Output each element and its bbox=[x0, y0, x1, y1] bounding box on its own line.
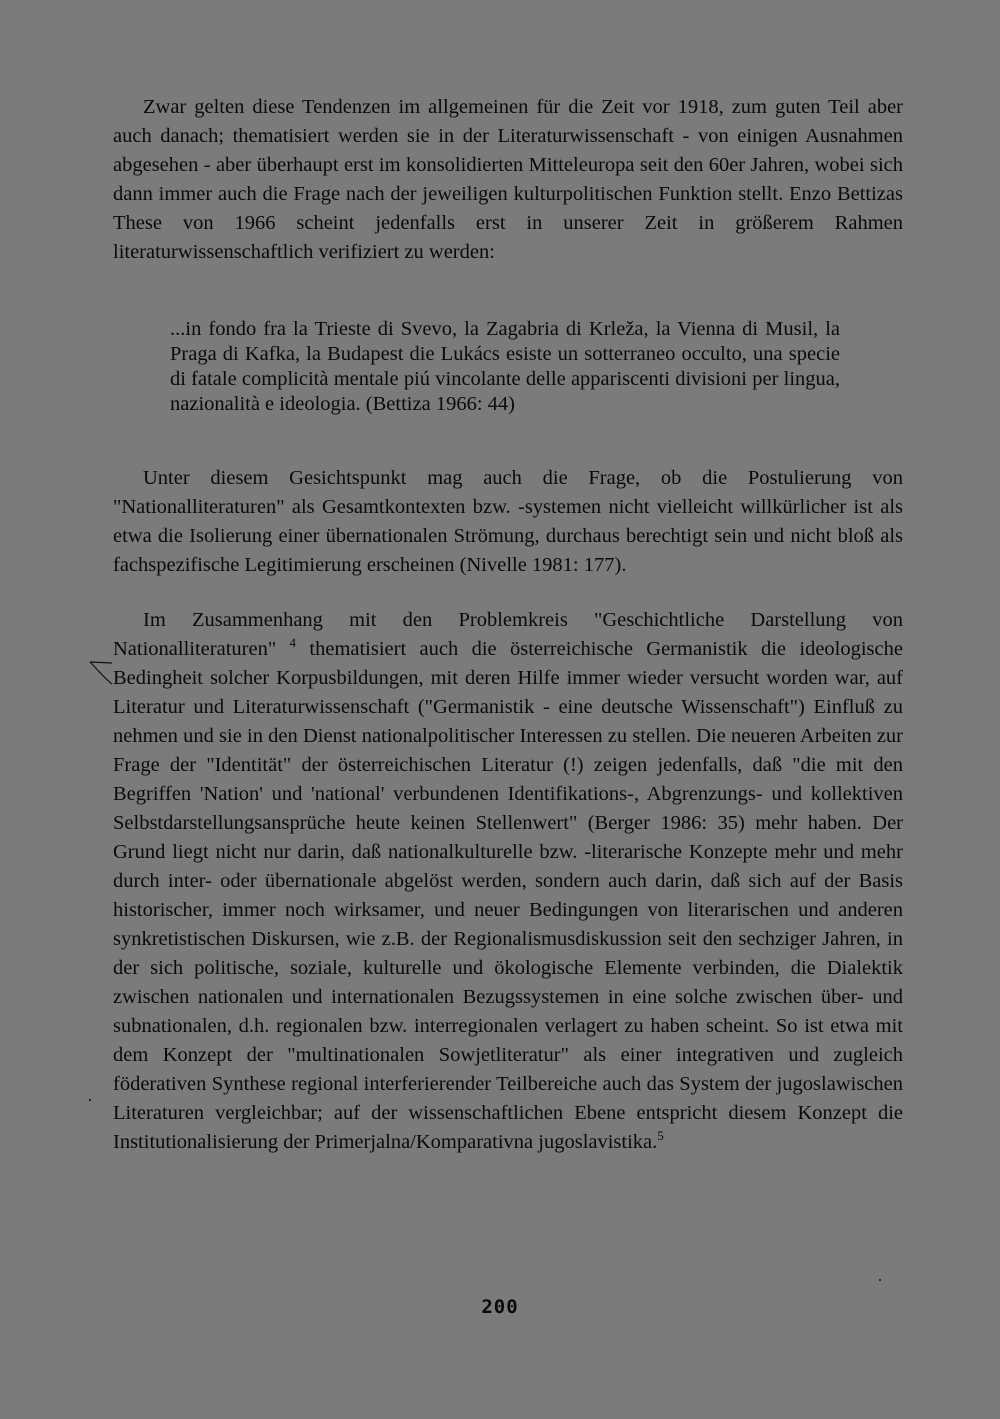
paragraph-3 bbox=[113, 606, 903, 1157]
paragraph-1 bbox=[113, 93, 903, 267]
paragraph-3-text-start: Im Zusammenhang mit den Problemkreis "Geschichtliche Darstellung von Nationalliteraturen" bbox=[113, 609, 903, 660]
margin-pen-mark bbox=[88, 660, 128, 690]
paragraph-2 bbox=[113, 464, 903, 580]
margin-dot-mark-2 bbox=[876, 1276, 884, 1284]
paragraph-2-text: Unter diesem Gesichtspunkt mag auch die Frage, ob die Postulierung von "Nationalliteraturen" als Gesamtkontexten bzw. -systemen nicht vielleicht willkürlicher ist als etwa die Isolierung einer übernationalen Strömung, durchaus berechtigt sein und nicht bloß als fachspezifische Legitimierung erscheinen (Nivelle 1981: 177). bbox=[113, 467, 903, 576]
paragraph-3-text-end: thematisiert auch die österreichische Germanistik die ideologische Bedingheit solcher Korpusbildungen, mit deren Hilfe immer wieder versucht worden war, auf Literatur und Literaturwissenschaft ("Germanistik - eine deutsche Wissenschaft") Einfluß zu nehmen und sie in den Dienst nationalpolitischer Interessen zu stellen. Die neueren Arbeiten zur Frage der "Identität" der österreichischen Literatur (!) zeigen jedenfalls, daß "die mit den Begriffen 'Nation' und 'national' verbundenen Identifikations-, Abgrenzungs- und kollektiven Selbstdarstellungsansprüche heute keinen Stellenwert" (Berger 1986: 35) mehr haben. Der Grund liegt nicht nur darin, daß nationalkulturelle bzw. -literarische Konzepte mehr und mehr durch inter- oder übernationale abgelöst werden, sondern auch darin, daß sich auf der Basis historischer, immer noch wirksamer, und neuer Bedingungen von literarischen und anderen synkretistischen Diskursen, wie z.B. der Regionalismusdiskussion seit den sechziger Jahren, in der sich politische, soziale, kulturelle und ökologische Elemente verbinden, die Dialektik zwischen nationalen und internationalen Bezugssystemen in eine solche zwischen über- und subnationalen, d.h. regionalen bzw. interregionalen verlagert zu haben scheint. So ist etwa mit dem Konzept der "multinationalen Sowjetliteratur" als einer integrativen und zugleich föderativen Synthese regional interferierender Teilbereiche auch das System der jugoslawischen Literaturen vergleichbar; auf der wissenschaftlichen Ebene entspricht diesem Konzept die Institutionalisierung der Primerjalna/Komparativna jugoslavistika. bbox=[113, 638, 903, 1153]
paragraph-3-text bbox=[113, 606, 903, 1157]
block-quote bbox=[170, 317, 840, 417]
footnote-marker-5: 5 bbox=[657, 1128, 664, 1143]
margin-dot-mark bbox=[86, 1096, 94, 1104]
footnote-marker-4: 4 bbox=[289, 635, 297, 650]
block-quote-text: ...in fondo fra la Trieste di Svevo, la Zagabria di Krleža, la Vienna di Musil, la Praga di Kafka, la Budapest die Lukács esiste un sotterraneo occulto, una specie di fatale complicità mentale piú vincolante delle appariscenti divisioni per lingua, nazionalità e ideologia. (Bettiza 1966: 44) bbox=[170, 318, 840, 415]
paragraph-1-text: Zwar gelten diese Tendenzen im allgemeinen für die Zeit vor 1918, zum guten Teil aber auch danach; thematisiert werden sie in der Literaturwissenschaft - von einigen Ausnahmen abgesehen - aber überhaupt erst im konsolidierten Mitteleuropa seit den 60er Jahren, wobei sich dann immer auch die Frage nach der jeweiligen kulturpolitischen Funktion stellt. Enzo Bettizas These von 1966 scheint jedenfalls erst in unserer Zeit in größerem Rahmen literaturwissenschaftlich verifiziert zu werden: bbox=[113, 96, 903, 263]
page-number: 200 bbox=[481, 1296, 519, 1318]
